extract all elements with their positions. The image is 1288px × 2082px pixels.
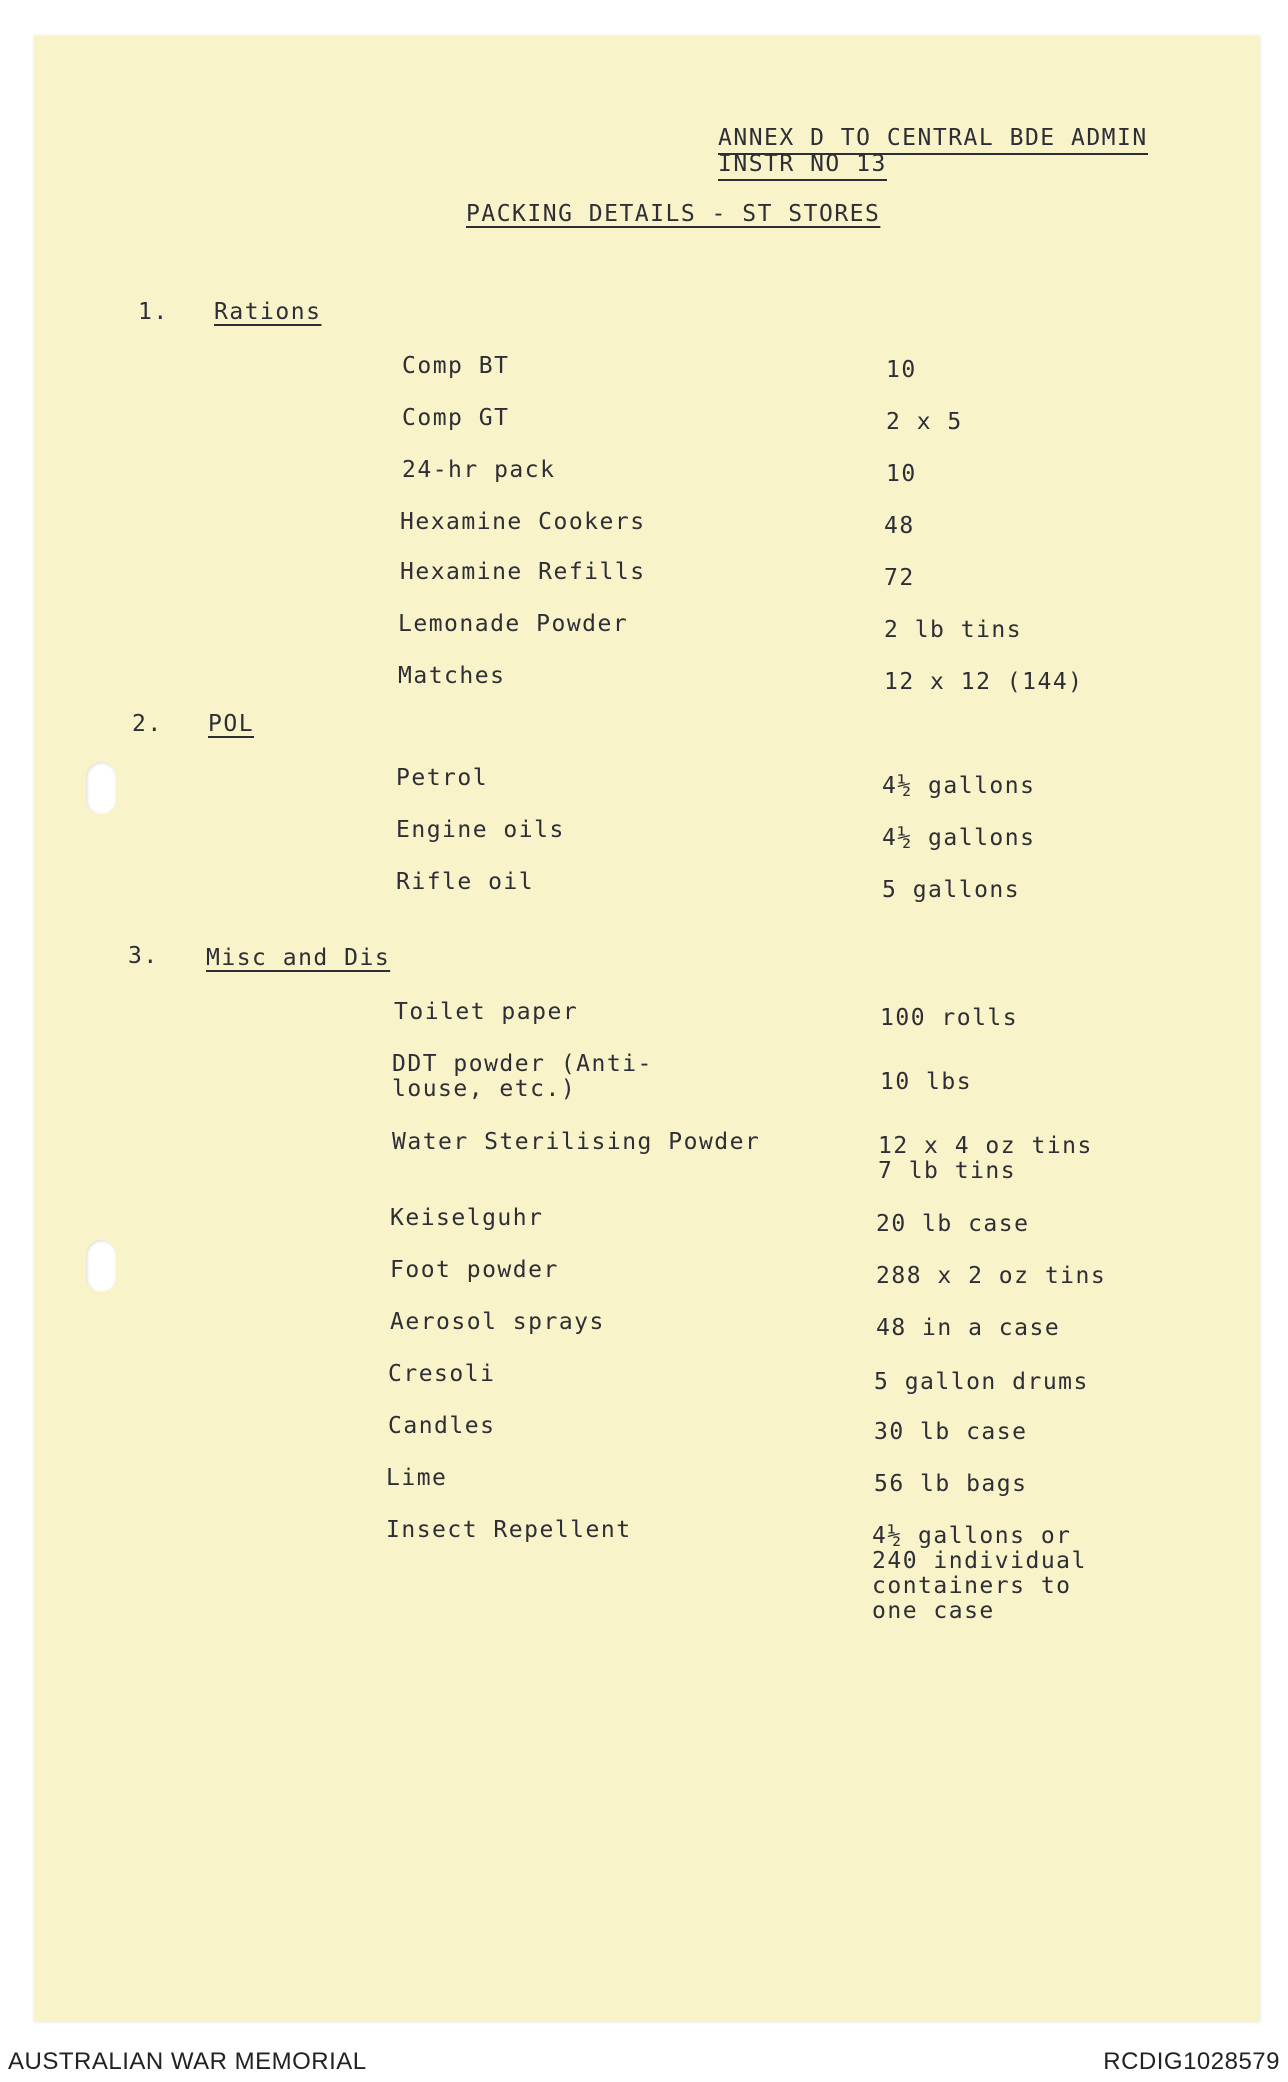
- item-qty: 12 x 12 (144): [884, 669, 1084, 695]
- item-name: Lemonade Powder: [398, 611, 629, 637]
- punch-hole-top: [86, 762, 116, 814]
- item-name: Hexamine Cookers: [400, 509, 646, 535]
- item-name: Foot powder: [390, 1257, 559, 1283]
- section-heading: Misc and Dis: [206, 945, 391, 971]
- item-qty: 2 x 5: [886, 409, 963, 435]
- item-name: 24-hr pack: [402, 457, 556, 483]
- section-number: 2.: [132, 711, 163, 737]
- item-qty: 48 in a case: [876, 1315, 1061, 1341]
- item-name: DDT powder (Anti- louse, etc.): [392, 1051, 653, 1102]
- item-name: Water Sterilising Powder: [392, 1129, 761, 1155]
- section-heading: POL: [208, 711, 255, 737]
- item-name: Insect Repellent: [386, 1517, 632, 1543]
- item-qty: 48: [884, 513, 915, 539]
- item-qty: 10: [886, 357, 917, 383]
- annex-reference-line2: INSTR NO 13: [718, 152, 887, 181]
- footer-archive-name: AUSTRALIAN WAR MEMORIAL: [8, 2048, 367, 2075]
- item-qty: 10 lbs: [880, 1069, 973, 1095]
- item-name: Engine oils: [396, 817, 565, 843]
- punch-hole-bottom: [86, 1240, 116, 1292]
- item-qty: 12 x 4 oz tins 7 lb tins: [878, 1133, 1093, 1184]
- item-name: Hexamine Refills: [400, 559, 646, 585]
- item-qty: 5 gallons: [882, 877, 1021, 903]
- page-title: PACKING DETAILS - ST STORES: [466, 201, 881, 227]
- item-qty: 100 rolls: [880, 1005, 1019, 1031]
- footer-record-id: RCDIG1028579: [1103, 2048, 1280, 2075]
- item-name: Lime: [386, 1465, 448, 1491]
- item-qty: 4½ gallons: [882, 825, 1036, 851]
- item-name: Keiselguhr: [390, 1205, 544, 1231]
- item-qty: 72: [884, 565, 915, 591]
- section-heading: Rations: [214, 299, 322, 325]
- item-name: Petrol: [396, 765, 489, 791]
- item-name: Matches: [398, 663, 506, 689]
- section-number: 1.: [138, 299, 169, 325]
- item-qty: 20 lb case: [876, 1211, 1030, 1237]
- item-qty: 288 x 2 oz tins: [876, 1263, 1107, 1289]
- item-name: Toilet paper: [394, 999, 579, 1025]
- item-name: Rifle oil: [396, 869, 535, 895]
- item-qty: 4½ gallons or 240 individual containers to one case: [872, 1523, 1087, 1624]
- item-qty: 5 gallon drums: [874, 1369, 1089, 1395]
- item-name: Comp GT: [402, 405, 510, 431]
- item-name: Candles: [388, 1413, 496, 1439]
- item-qty: 56 lb bags: [874, 1471, 1028, 1497]
- document-page: [34, 36, 1260, 2022]
- item-qty: 30 lb case: [874, 1419, 1028, 1445]
- annex-reference-line1: ANNEX D TO CENTRAL BDE ADMIN: [718, 126, 1148, 155]
- item-name: Aerosol sprays: [390, 1309, 605, 1335]
- item-qty: 10: [886, 461, 917, 487]
- item-name: Cresoli: [388, 1361, 496, 1387]
- section-number: 3.: [128, 943, 159, 969]
- item-qty: 2 lb tins: [884, 617, 1023, 643]
- item-qty: 4½ gallons: [882, 773, 1036, 799]
- item-name: Comp BT: [402, 353, 510, 379]
